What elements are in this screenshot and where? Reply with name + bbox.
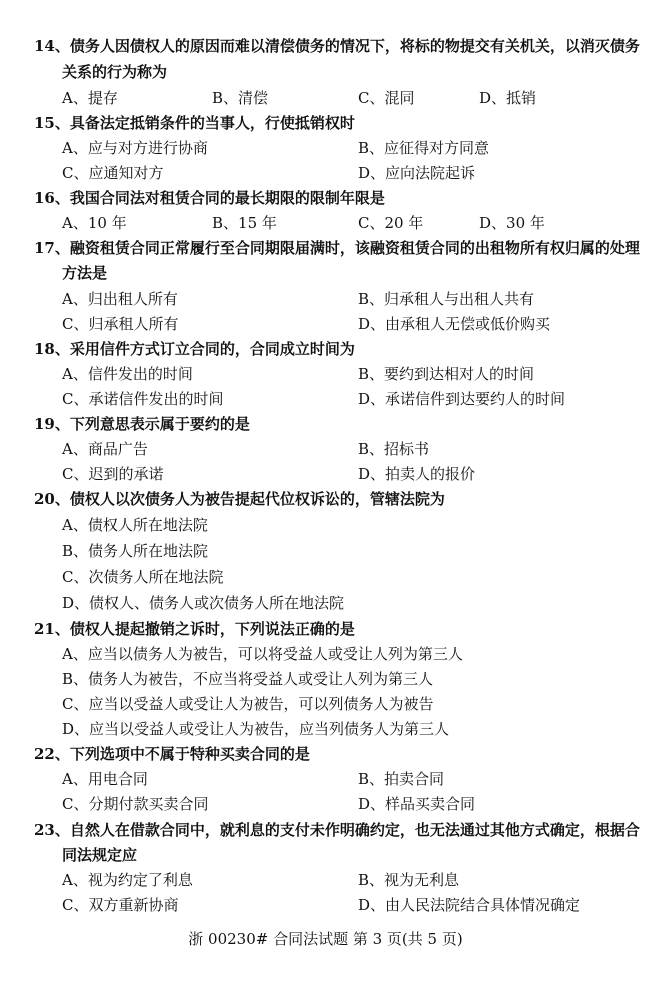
- question-14-option-c: C、混同: [358, 89, 415, 107]
- question-16-option-d: D、30 年: [479, 214, 545, 232]
- question-21-option-b: B、债务人为被告，不应当将受益人或受让人列为第三人: [62, 670, 434, 688]
- question-20-option-b: B、债务人所在地法院: [62, 542, 209, 560]
- question-16-option-c: C、20 年: [358, 214, 424, 232]
- question-18-stem: 18、采用信件方式订立合同的，合同成立时间为: [34, 340, 355, 358]
- question-17-option-d: D、由承租人无偿或低价购买: [358, 315, 551, 333]
- question-23-option-d: D、由人民法院结合具体情况确定: [358, 896, 581, 914]
- question-23-option-b: B、视为无利息: [358, 871, 460, 889]
- question-16-stem: 16、我国合同法对租赁合同的最长期限的限制年限是: [34, 189, 385, 207]
- question-22-stem: 22、下列选项中不属于特种买卖合同的是: [34, 745, 310, 763]
- question-21-option-a: A、应当以债务人为被告，可以将受益人或受让人列为第三人: [62, 645, 463, 663]
- question-19-option-d: D、拍卖人的报价: [358, 465, 476, 483]
- question-18-option-d: D、承诺信件到达要约人的时间: [358, 390, 566, 408]
- question-23-stem-cont: 同法规定应: [62, 846, 138, 864]
- question-17-stem-cont: 方法是: [62, 264, 108, 282]
- question-16-option-b: B、15 年: [212, 214, 277, 232]
- question-15-option-b: B、应征得对方同意: [358, 139, 490, 157]
- question-15-option-a: A、应与对方进行协商: [62, 139, 208, 157]
- question-23-option-c: C、双方重新协商: [62, 896, 179, 914]
- question-18-option-c: C、承诺信件发出的时间: [62, 390, 224, 408]
- question-18-option-b: B、要约到达相对人的时间: [358, 365, 535, 383]
- question-14-option-d: D、抵销: [479, 89, 537, 107]
- question-21-option-d: D、应当以受益人或受让人为被告，应当列债务人为第三人: [62, 720, 450, 738]
- question-23-stem: 23、自然人在借款合同中，就利息的支付未作明确约定，也无法通过其他方式确定，根据合: [34, 821, 640, 839]
- question-17-stem: 17、融资租赁合同正常履行至合同期限届满时，该融资租赁合同的出租物所有权归属的处理: [34, 239, 640, 257]
- question-20-option-c: C、次债务人所在地法院: [62, 568, 224, 586]
- question-15-option-d: D、应向法院起诉: [358, 164, 476, 182]
- question-21-stem: 21、债权人提起撤销之诉时，下列说法正确的是: [34, 620, 355, 638]
- question-23-option-a: A、视为约定了利息: [62, 871, 193, 889]
- page-footer: 浙 00230# 合同法试题 第 3 页(共 5 页): [188, 930, 463, 948]
- question-17-option-a: A、归出租人所有: [62, 290, 178, 308]
- question-22-option-a: A、用电合同: [62, 770, 148, 788]
- question-19-stem: 19、下列意思表示属于要约的是: [34, 415, 250, 433]
- question-19-option-a: A、商品广告: [62, 440, 148, 458]
- question-19-option-b: B、招标书: [358, 440, 430, 458]
- question-20-stem: 20、债权人以次债务人为被告提起代位权诉讼的，管辖法院为: [34, 490, 445, 508]
- question-15-option-c: C、应通知对方: [62, 164, 164, 182]
- question-22-option-b: B、拍卖合同: [358, 770, 445, 788]
- question-21-option-c: C、应当以受益人或受让人为被告，可以列债务人为被告: [62, 695, 434, 713]
- question-17-option-c: C、归承租人所有: [62, 315, 179, 333]
- question-14-option-a: A、提存: [62, 89, 118, 107]
- question-14-option-b: B、清偿: [212, 89, 269, 107]
- question-15-stem: 15、具备法定抵销条件的当事人，行使抵销权时: [34, 114, 355, 132]
- question-19-option-c: C、迟到的承诺: [62, 465, 164, 483]
- question-22-option-d: D、样品买卖合同: [358, 795, 476, 813]
- question-20-option-a: A、债权人所在地法院: [62, 516, 208, 534]
- question-17-option-b: B、归承租人与出租人共有: [358, 290, 535, 308]
- question-14-stem-cont: 关系的行为称为: [62, 63, 168, 81]
- question-16-option-a: A、10 年: [62, 214, 127, 232]
- question-20-option-d: D、债权人、债务人或次债务人所在地法院: [62, 594, 345, 612]
- question-22-option-c: C、分期付款买卖合同: [62, 795, 209, 813]
- question-18-option-a: A、信件发出的时间: [62, 365, 193, 383]
- question-14-stem: 14、债务人因债权人的原因而难以清偿债务的情况下，将标的物提交有关机关，以消灭债务: [34, 37, 640, 55]
